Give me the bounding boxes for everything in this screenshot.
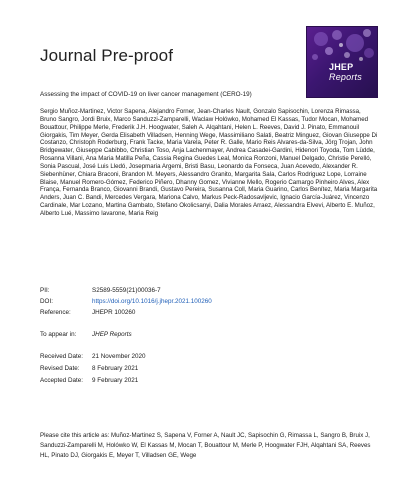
accepted-date-label: Accepted Date: [40, 377, 84, 384]
journal-cover-image [306, 26, 378, 98]
doi-label: DOI: [40, 298, 53, 305]
reference-value: JHEPR 100260 [92, 309, 136, 316]
journal-preproof-label: Journal Pre-proof [40, 46, 174, 65]
received-date-value: 21 November 2020 [92, 353, 146, 360]
revised-date-label: Revised Date: [40, 365, 80, 372]
accepted-date-value: 9 February 2021 [92, 377, 139, 384]
received-date-label: Received Date: [40, 353, 84, 360]
reference-label: Reference: [40, 309, 71, 316]
author-list: Sergio Muñoz-Martinez, Victor Sapena, Alejandro Forner, Jean-Charles Nault, Gonzalo Sapisochin, Lorenza Rimassa, Bruno Sangro, Jordi Bruix, Marco Sanduzzi-Zamparelli, Waclaw Holówko, Mohamed El Kassas, Tudor Mocan, Mohamed Bouattour, Philippe Merle, Frederik J.H. Hoogwater, Saleh A. Alqahtani, Helen L. Reeves, David J. Pinato, Emmanouil Giorgakis, Tim Meyer, Gerda Elisabeth Villadsen, Henning Wege, Massimiliano Salati, Beatriz Minguez, Giovan Giuseppe Di Costanzo, Christoph Roderburg, Frank Tacke, Maria Varela, Peter R. Galle, Mario Reis Alvares-da-Silva, Jörg Trojan, John Bridgewater, Giuseppe Cabibbo, Christian Toso, Anja Lachenmayer, Andrea Casadei-Gardini, Hidenori Toyoda, Tom Lüdde, Rosanna Villani, Ana Maria Matilla Peña, Cassia Regina Guedes Leal, Monica Ronzoni, Manuel Delgado, Christie Perelló, Sonia Pascual, José Luis Lledó, Josepmaria Argemi, Bristi Basu, Leonardo da Fonseca, Juan Acevedo, Alexander R. Siebenhüner, Chiara Braconi, Brandon M. Meyers, Alessandro Granito, Margarita Sala, Carlos Rodriguez Lope, Lorraine Blaise, Manuel Romero-Gómez, Federico Piñero, Dhanny Gomez, Vivianne Mello, Rogerio Camargo Pinheiro Alves, Alex França, Fernanda Branco, Giovanni Brandi, Gustavo Pereira, Susanna Coll, Maria Guarino, Carlos Benítez, Maria Margarita Anders, Juan C. Bandi, Mercedes Vergara, Mariona Calvo, Markus Peck-Radosavljevic, Ignacio García-Juárez, Vincenzo Cardinale, Mar Lozano, Martina Gambato, Stefano Okolicsanyi, Dalia Morales Arraez, Alessandra Elvevi, Alberto E. Muñoz, Alberto Lué, Massimo Iavarone, Maria Reig [40, 108, 378, 217]
doi-link[interactable]: https://doi.org/10.1016/j.jhepr.2021.100260 [92, 298, 212, 305]
pii-label: PII: [40, 287, 50, 294]
appear-in-label: To appear in: [40, 331, 77, 338]
revised-date-value: 8 February 2021 [92, 365, 139, 372]
pii-value: S2589-5559(21)00036-7 [92, 287, 161, 294]
article-title: Assessing the impact of COVID-19 on liver cancer management (CERO-19) [40, 91, 252, 98]
cover-title: JHEP Reports [329, 62, 362, 82]
appear-in-value: JHEP Reports [92, 331, 132, 338]
citation-text: Please cite this article as: Muñoz-Martinez S, Sapena V, Forner A, Nault JC, Sapisochin G, Rimassa L, Sangro B, Bruix J, Sanduzzi-Zamparelli M, Holówko W, El Kassas M, Mocan T, Bouattour M, Merle P, Hoogwater FJH, Alqahtani SA, Reeves HL, Pinato DJ, Giorgakis E, Meyer T, Villadsen GE, Wege [40, 432, 371, 459]
